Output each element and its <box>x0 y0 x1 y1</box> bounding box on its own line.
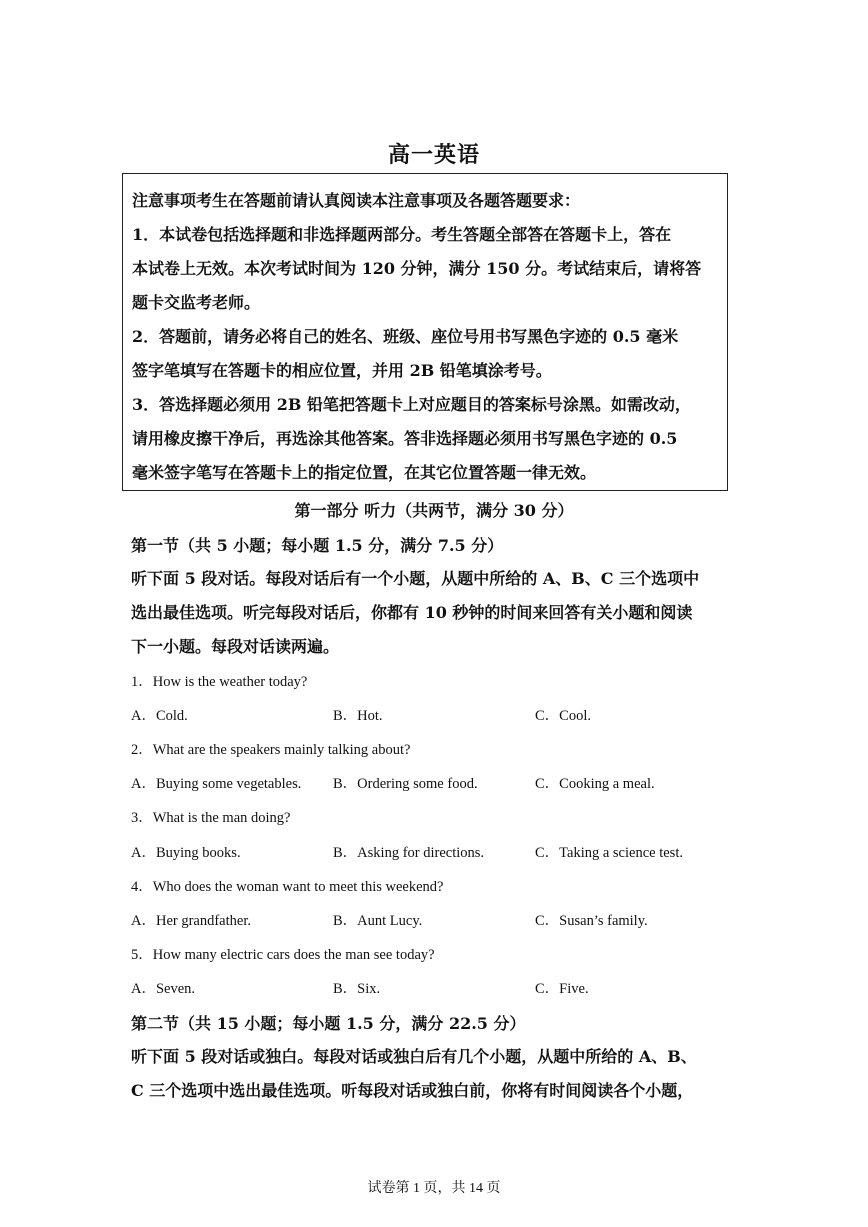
section2-header: 第二节（共 15 小题；每小题 1.5 分，满分 22.5 分） <box>131 1014 526 1033</box>
notice-line: 注意事项考生在答题前请认真阅读本注意事项及各题答题要求： <box>132 191 581 210</box>
notice-line: 1．本试卷包括选择题和非选择题两部分。考生答题全部答在答题卡上，答在 <box>132 225 672 244</box>
part1-header: 第一部分 听力（共两节，满分 30 分） <box>294 501 574 520</box>
option-c: C．Taking a science test. <box>535 845 683 861</box>
notice-line: 2．答题前，请务必将自己的姓名、班级、座位号用书写黑色字迹的 0.5 毫米 <box>132 327 679 346</box>
notice-line: 签字笔填写在答题卡的相应位置，并用 2B 铅笔填涂考号。 <box>132 361 552 380</box>
option-a: A．Cold. <box>131 708 188 724</box>
page-title: 高一英语 <box>387 142 480 168</box>
question-5: 5．How many electric cars does the man see today? <box>131 947 435 963</box>
question-4: 4．Who does the woman want to meet this weekend? <box>131 879 444 895</box>
option-c: C．Susan’s family. <box>535 913 648 929</box>
option-b: B．Ordering some food. <box>333 776 478 792</box>
option-a: A．Seven. <box>131 981 196 997</box>
option-c: C．Cooking a meal. <box>535 776 655 792</box>
notice-line: 请用橡皮擦干净后，再选涂其他答案。答非选择题必须用书写黑色字迹的 0.5 <box>132 429 678 448</box>
option-b: B．Six. <box>333 981 381 997</box>
section2-instruction: 听下面 5 段对话或独白。每段对话或独白后有几个小题，从题中所给的 A、B、 <box>131 1047 697 1066</box>
notice-line: 本试卷上无效。本次考试时间为 120 分钟，满分 150 分。考试结束后，请将答 <box>132 259 702 278</box>
section1-instruction: 下一小题。每段对话读两遍。 <box>131 637 340 656</box>
option-a: A．Her grandfather. <box>131 913 251 929</box>
option-a: A．Buying some vegetables. <box>131 776 302 792</box>
section1-header: 第一节（共 5 小题；每小题 1.5 分，满分 7.5 分） <box>131 536 504 555</box>
option-c: C．Five. <box>535 981 589 997</box>
section2-instruction: C 三个选项中选出最佳选项。听每段对话或独白前，你将有时间阅读各个小题， <box>131 1081 694 1100</box>
section1-instruction: 选出最佳选项。听完每段对话后，你都有 10 秒钟的时间来回答有关小题和阅读 <box>131 603 693 622</box>
question-3: 3．What is the man doing? <box>131 810 291 826</box>
notice-line: 3．答选择题必须用 2B 铅笔把答题卡上对应题目的答案标号涂黑。如需改动， <box>132 395 691 414</box>
notice-line: 毫米签字笔写在答题卡上的指定位置，在其它位置答题一律无效。 <box>132 463 597 482</box>
option-b: B．Hot. <box>333 708 383 724</box>
option-c: C．Cool. <box>535 708 591 724</box>
option-b: B．Aunt Lucy. <box>333 913 423 929</box>
option-b: B．Asking for directions. <box>333 845 485 861</box>
notice-line: 题卡交监考老师。 <box>132 293 261 312</box>
option-a: A．Buying books. <box>131 845 241 861</box>
section1-instruction: 听下面 5 段对话。每段对话后有一个小题，从题中所给的 A、B、C 三个选项中 <box>131 569 700 588</box>
question-1: 1．How is the weather today? <box>131 674 308 690</box>
question-2: 2．What are the speakers mainly talking about? <box>131 742 411 758</box>
notice-box <box>122 173 728 491</box>
page-footer: 试卷第 1 页，共 14 页 <box>367 1181 501 1196</box>
